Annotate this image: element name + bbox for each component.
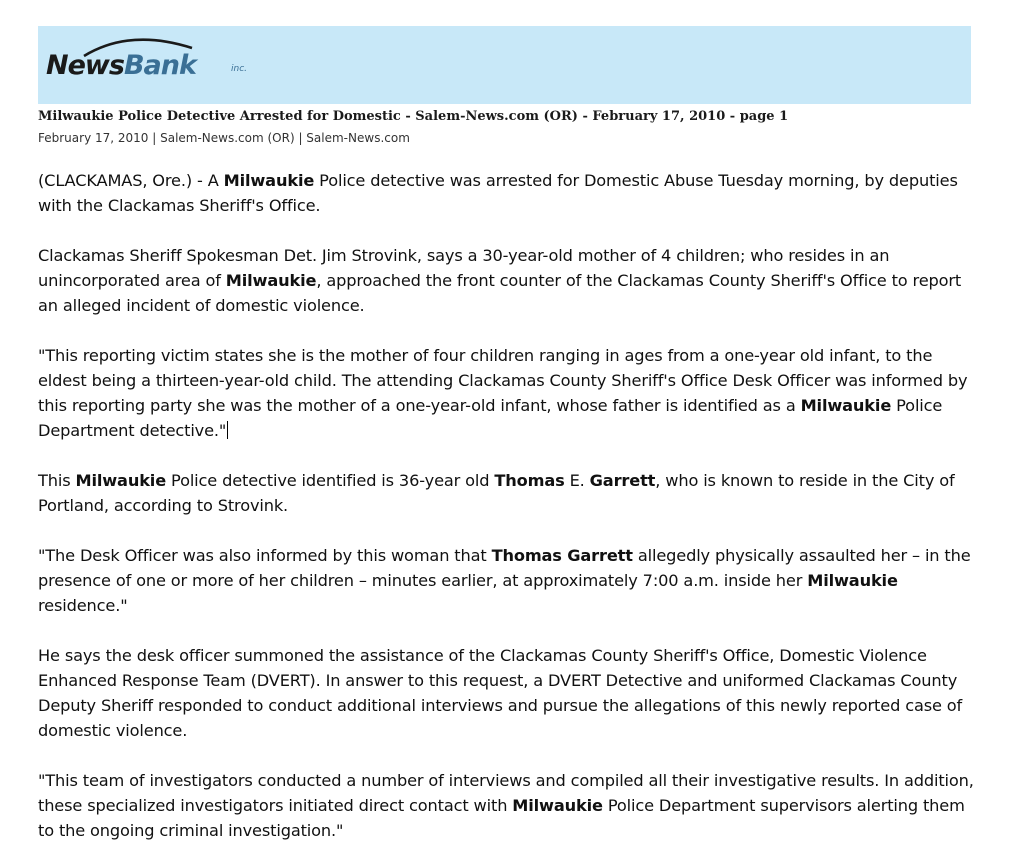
paragraph-3 [38,343,978,443]
header-banner [38,26,971,104]
text-run: , approached the front counter of the Clackamas County Sheriff's Office to report an alleged incident of domestic violence. [38,271,962,315]
text-run: "This team of investigators conducted a number of interviews and compiled all their investigative results. In addition, these specialized investigators initiated direct contact with [38,771,974,815]
text-run: Police Department supervisors alerting them to the ongoing criminal investigation." [38,796,965,840]
article-meta: February 17, 2010 | Salem-News.com (OR) | Salem-News.com [38,131,410,145]
highlight-term: Garrett [589,471,656,490]
logo-wordmark [46,50,196,81]
paragraph-5 [38,543,978,618]
text-run: "The Desk Officer was also informed by this woman that [38,546,492,565]
highlight-term: Milwaukie [75,471,167,490]
highlight-term: Milwaukie [800,396,892,415]
paragraph-2 [38,243,978,318]
highlight-term: Milwaukie [223,171,315,190]
article-headline: Milwaukie Police Detective Arrested for Domestic - Salem-News.com (OR) - February 17, 2010 - page 1 [38,109,789,124]
highlight-term: Milwaukie [225,271,317,290]
text-run: Police detective was arrested for Domestic Abuse Tuesday morning, by deputies with the Clackamas Sheriff's Office. [38,171,958,215]
text-run: Police detective identified is 36-year old [166,471,495,490]
paragraph-4 [38,468,978,518]
text-cursor [227,421,228,439]
text-run: Clackamas Sheriff Spokesman Det. Jim Strovink, says a 30-year-old mother of 4 children; who resides in an unincorporated area of [38,246,890,290]
highlight-term: Thomas [494,471,565,490]
paragraph-7 [38,768,978,843]
text-run: (CLACKAMAS, Ore.) - A [38,171,224,190]
text-run: allegedly physically assaulted her – in the presence of one or more of her children – minutes earlier, at approximately 7:00 a.m. inside her [38,546,971,590]
highlight-term: Thomas Garrett [491,546,633,565]
text-run: This [38,471,76,490]
highlight-term: Milwaukie [807,571,898,590]
text-run: He says the desk officer summoned the assistance of the Clackamas County Sheriff's Office, Domestic Violence Enhanced Response Team (DVERT). In answer to this request, a DVERT Detective and uniformed Clackamas County Deputy Sheriff responded to conduct additional interviews and pursue the allegations of this newly reported case of domestic violence. [38,646,963,740]
article-body [38,168,978,868]
paragraph-6 [38,643,978,743]
logo-inc-text: inc. [231,64,248,74]
newsbank-logo[interactable] [42,36,272,96]
text-run: Police Department detective." [38,396,943,440]
logo-news-text: News [46,50,124,81]
text-run: E. [564,471,590,490]
text-run: "This reporting victim states she is the mother of four children ranging in ages from a one-year old infant, to the eldest being a thirteen-year-old child. The attending Clackamas County Sheriff's Office Desk Officer was informed by this reporting party she was the mother of a one-year-old infant, whose father is identified as a [38,346,968,415]
text-run: , who is known to reside in the City of Portland, according to Strovink. [38,471,955,515]
highlight-term: Milwaukie [512,796,603,815]
text-run: residence." [38,596,128,615]
paragraph-1 [38,168,978,218]
logo-bank-text: Bank [123,50,196,81]
